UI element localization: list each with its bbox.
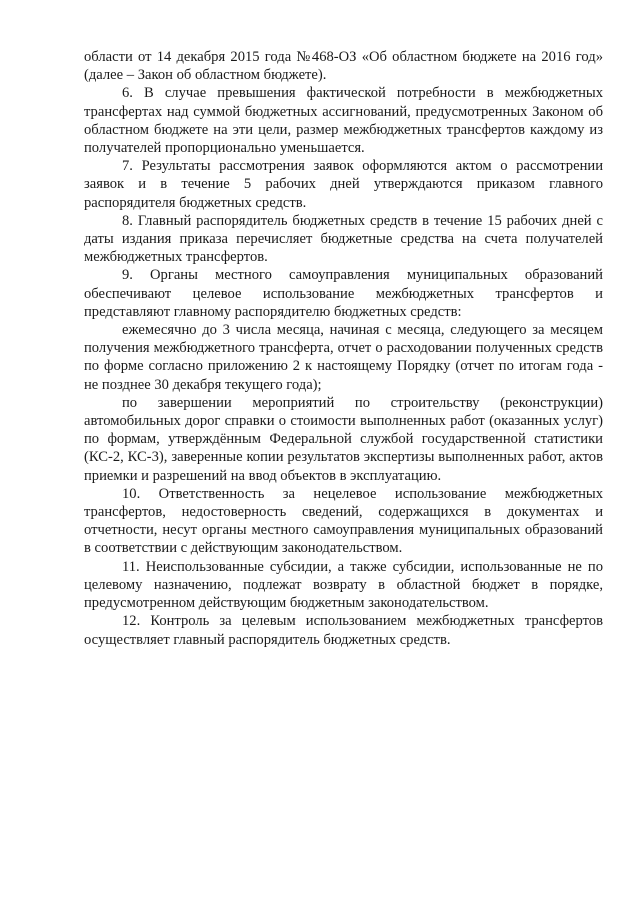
paragraph-9: 9. Органы местного самоуправления муниципальных образований обеспечивают целевое использование межбюджетных трансфертов и представляют главному распорядителю бюджетных средств: xyxy=(84,267,603,320)
paragraph-11: 11. Неиспользованные субсидии, а также субсидии, использованные не по целевому назначению, подлежат возврату в областной бюджет в порядке, предусмотренном действующим бюджетным законодательством. xyxy=(84,558,603,612)
paragraph-9-monthly-report: ежемесячно до 3 числа месяца, начиная с месяца, следующего за месяцем получения межбюджетного трансферта, отчет о расходовании полученных средств по форме согласно приложению 2 к настоящему Порядку (отчет по итогам года - не позднее 30 декабря текущего года); xyxy=(84,322,603,393)
paragraph-10: 10. Ответственность за нецелевое использование межбюджетных трансфертов, недостоверность сведений, содержащихся в документах и отчетности, несут органы местного самоуправления муниципальных образований в соответствии с действующим законодательством. xyxy=(84,485,603,557)
paragraph-7: 7. Результаты рассмотрения заявок оформляются актом о рассмотрении заявок и в течение 5 рабочих дней утверждаются приказом главного распорядителя бюджетных средств. xyxy=(84,158,603,211)
paragraph-6: 6. В случае превышения фактической потребности в межбюджетных трансфертах над суммой бюджетных ассигнований, предусмотренных Законом об областном бюджете на эти цели, размер межбюджетных трансфертов каждому из получателей пропорционально уменьшается. xyxy=(84,85,603,157)
paragraph-8: 8. Главный распорядитель бюджетных средств в течение 15 рабочих дней с даты издания приказа перечисляет бюджетные средства на счета получателей межбюджетных трансфертов. xyxy=(84,212,603,266)
paragraph-12: 12. Контроль за целевым использованием межбюджетных трансфертов осуществляет главный распорядитель бюджетных средств. xyxy=(84,613,603,648)
document-body xyxy=(84,48,603,649)
paragraph-continuation: области от 14 декабря 2015 года №468-ОЗ «Об областном бюджете на 2016 год» (далее – Закон об областном бюджете). xyxy=(84,49,603,84)
paragraph-9-completion-docs: по завершении мероприятий по строительству (реконструкции) автомобильных дорог справки о стоимости выполненных работ (оказанных услуг) по формам, утверждённым Федеральной службой государственной статистики (КС-2, КС-3), заверенные копии результатов экспертизы выполненных работ, актов приемки и разрешений на ввод объектов в эксплуатацию. xyxy=(84,394,603,484)
